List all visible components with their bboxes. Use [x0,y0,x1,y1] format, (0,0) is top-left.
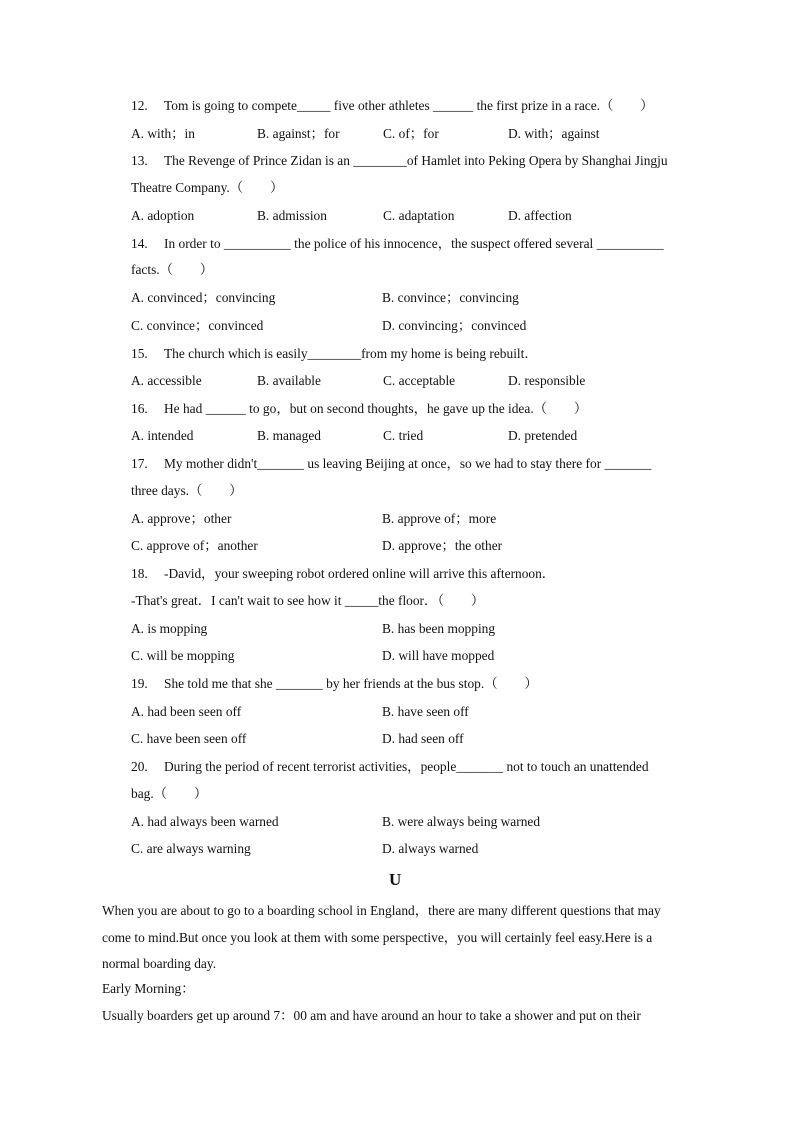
question-17-option-c: C. approve of；another [131,538,258,553]
question-17-option-b: B. approve of；more [382,511,497,526]
passage-subheading: Early Morning： [102,981,195,996]
question-20-stem: 20. During the period of recent terrorist activities，people_______ not to touch an unattended [131,759,649,774]
question-12-option-b: B. against；for [257,126,340,141]
question-20-option-d: D. always warned [382,841,479,856]
question-17-option-a: A. approve；other [131,511,232,526]
question-19-option-d: D. had seen off [382,731,464,746]
passage-line: When you are about to go to a boarding school in England，there are many different questions that may [102,903,661,918]
passage-line: Usually boarders get up around 7：00 am and have around an hour to take a shower and put on their [102,1008,641,1023]
question-16-option-c: C. tried [383,428,424,443]
question-16-option-b: B. managed [257,428,321,443]
question-13-option-a: A. adoption [131,208,195,223]
question-19-stem: 19. She told me that she _______ by her friends at the bus stop.（ ） [131,676,538,691]
question-12-stem: 12. Tom is going to compete_____ five other athletes ______ the first prize in a race.（ ） [131,98,654,113]
question-18-option-a: A. is mopping [131,621,208,636]
question-20-option-b: B. were always being warned [382,814,541,829]
question-19-option-b: B. have seen off [382,704,469,719]
question-16-option-a: A. intended [131,428,194,443]
question-18-option-b: B. has been mopping [382,621,496,636]
question-14-option-c: C. convince；convinced [131,318,264,333]
question-14-stem-cont: facts.（ ） [131,262,214,277]
question-18-stem: 18. -David，your sweeping robot ordered online will arrive this afternoon． [131,566,556,581]
question-13-stem: 13. The Revenge of Prince Zidan is an ________of Hamlet into Peking Opera by Shanghai Jingju [131,153,668,168]
question-19-option-c: C. have been seen off [131,731,247,746]
question-20-option-a: A. had always been warned [131,814,279,829]
question-14-stem: 14. In order to __________ the police of his innocence，the suspect offered several __________ [131,236,664,251]
question-13-option-c: C. adaptation [383,208,455,223]
question-19-option-a: A. had been seen off [131,704,242,719]
question-20-stem-cont: bag.（ ） [131,786,208,801]
question-15-option-b: B. available [257,373,321,388]
question-18-option-c: C. will be mopping [131,648,235,663]
question-18-option-d: D. will have mopped [382,648,495,663]
question-17-stem-cont: three days.（ ） [131,483,243,498]
question-15-stem: 15. The church which is easily________from my home is being rebuilt． [131,346,538,361]
question-12-option-a: A. with；in [131,126,195,141]
question-12-option-c: C. of；for [383,126,439,141]
question-16-option-d: D. pretended [508,428,578,443]
question-13-option-d: D. affection [508,208,572,223]
question-14-option-d: D. convincing；convinced [382,318,527,333]
question-16-stem: 16. He had ______ to go，but on second thoughts，he gave up the idea.（ ） [131,401,588,416]
question-14-option-b: B. convince；convincing [382,290,519,305]
passage-line: normal boarding day. [102,956,217,971]
question-15-option-d: D. responsible [508,373,586,388]
question-17-option-d: D. approve；the other [382,538,503,553]
question-13-stem-cont: Theatre Company.（ ） [131,180,284,195]
question-14-option-a: A. convinced；convincing [131,290,276,305]
question-18-stem-cont: -That's great．I can't wait to see how it _____the floor．（ ） [131,593,485,608]
question-20-option-c: C. are always warning [131,841,251,856]
passage-title: U [389,870,402,889]
question-13-option-b: B. admission [257,208,327,223]
question-15-option-c: C. acceptable [383,373,456,388]
question-15-option-a: A. accessible [131,373,202,388]
passage-line: come to mind.But once you look at them with some perspective，you will certainly feel easy.Here is a [102,930,653,945]
question-12-option-d: D. with；against [508,126,600,141]
question-17-stem: 17. My mother didn't_______ us leaving Beijing at once，so we had to stay there for _______ [131,456,652,471]
